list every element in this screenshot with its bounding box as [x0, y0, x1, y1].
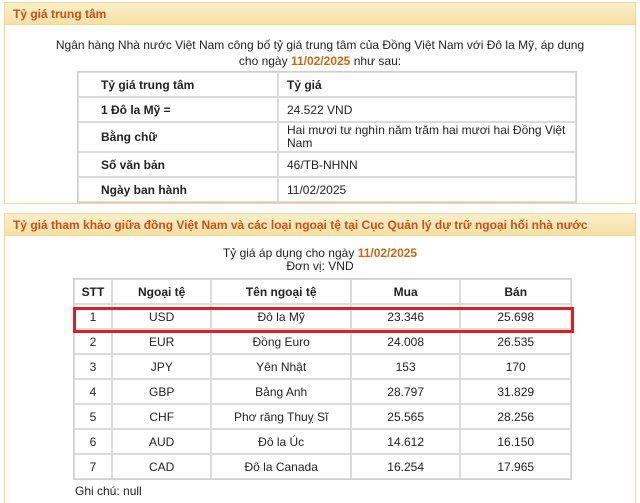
- cell-name: Phơ răng Thuỵ Sĩ: [211, 404, 350, 429]
- info-value: Tỷ giá: [278, 72, 576, 97]
- table-row: [74, 429, 571, 454]
- cell-stt: 4: [74, 379, 112, 404]
- cell-code: USD: [112, 304, 212, 329]
- cell-code: EUR: [112, 329, 212, 354]
- info-label: Số văn bản: [78, 152, 278, 177]
- cell-code: GBP: [112, 379, 212, 404]
- unit-label: Đơn vị: VND: [286, 259, 354, 273]
- intro-prefix: cho ngày: [238, 54, 288, 68]
- cell-buy: 24.008: [351, 329, 461, 354]
- cell-code: AUD: [112, 429, 212, 454]
- cell-name: Yên Nhật: [211, 354, 350, 379]
- info-label: Bằng chữ: [78, 122, 278, 152]
- table-row: [74, 329, 571, 354]
- info-value: 11/02/2025: [278, 177, 576, 202]
- cell-buy: 16.254: [351, 454, 461, 479]
- table-row: [74, 354, 571, 379]
- cell-buy: 25.565: [351, 404, 461, 429]
- info-value: Hai mươi tư nghìn năm trăm hai mươi hai Đồng Việt Nam: [278, 122, 576, 152]
- cell-stt: 2: [74, 329, 112, 354]
- col-header-stt: STT: [74, 279, 112, 304]
- info-label: 1 Đô la Mỹ =: [78, 97, 278, 122]
- cell-stt: 6: [74, 429, 112, 454]
- cell-buy: 28.797: [351, 379, 461, 404]
- cell-sell: 25.698: [460, 304, 571, 329]
- col-header-code: Ngoại tệ: [112, 279, 212, 304]
- central-rate-panel: [4, 2, 636, 204]
- col-header-buy: Mua: [351, 279, 461, 304]
- cell-name: Bảng Anh: [211, 379, 350, 404]
- table-row: [74, 304, 571, 329]
- cell-buy: 153: [351, 354, 461, 379]
- cell-stt: 3: [74, 354, 112, 379]
- info-value: 24.522 VND: [278, 97, 576, 122]
- table-row: [74, 379, 571, 404]
- cell-sell: 31.829: [460, 379, 571, 404]
- cell-name: Đô la Úc: [211, 429, 350, 454]
- cell-buy: 14.612: [351, 429, 461, 454]
- table-header-row: [74, 279, 571, 304]
- intro-suffix: như sau:: [353, 54, 402, 68]
- info-label: Ngày ban hành: [78, 177, 278, 202]
- table-row: [74, 454, 571, 479]
- cell-code: JPY: [112, 354, 212, 379]
- cell-buy: 23.346: [351, 304, 461, 329]
- cell-stt: 1: [74, 304, 112, 329]
- reference-rate-panel: [4, 213, 636, 503]
- apply-prefix: Tỷ giá áp dụng cho ngày: [222, 246, 355, 260]
- cell-name: Đô la Canada: [211, 454, 350, 479]
- apply-date: 11/02/2025: [357, 246, 418, 260]
- reference-rate-header: Tỷ giá tham khảo giữa đồng Việt Nam và các loại ngoại tệ tại Cục Quản lý dự trữ ngoại hối nhà nước: [5, 214, 635, 236]
- intro-line-1: Ngân hàng Nhà nước Việt Nam công bố tỷ giá trung tâm của Đồng Việt Nam với Đô la Mỹ, áp dụng: [55, 38, 585, 52]
- reference-rate-table: [73, 278, 572, 480]
- table-row: [78, 72, 576, 97]
- intro-date: 11/02/2025: [290, 54, 351, 68]
- cell-stt: 5: [74, 404, 112, 429]
- cell-sell: 17.965: [460, 454, 571, 479]
- cell-sell: 26.535: [460, 329, 571, 354]
- central-rate-header: Tỷ giá trung tâm: [5, 3, 635, 25]
- central-rate-intro: [5, 37, 635, 69]
- cell-sell: 28.256: [460, 404, 571, 429]
- table-row: [78, 177, 576, 202]
- cell-sell: 16.150: [460, 429, 571, 454]
- cell-code: CHF: [112, 404, 212, 429]
- cell-stt: 7: [74, 454, 112, 479]
- central-rate-table: [77, 71, 577, 203]
- cell-name: Đồng Euro: [211, 329, 350, 354]
- intro-line-2: [5, 53, 635, 69]
- col-header-sell: Bán: [460, 279, 571, 304]
- table-row: [74, 404, 571, 429]
- info-label: Tỷ giá trung tâm: [78, 72, 278, 97]
- table-row: [78, 122, 576, 152]
- cell-code: CAD: [112, 454, 212, 479]
- info-value: 46/TB-NHNN: [278, 152, 576, 177]
- table-row: [78, 97, 576, 122]
- cell-name: Đô la Mỹ: [211, 304, 350, 329]
- col-header-name: Tên ngoại tệ: [211, 279, 350, 304]
- note-text: Ghi chú: null: [75, 484, 142, 498]
- table-row: [78, 152, 576, 177]
- cell-sell: 170: [460, 354, 571, 379]
